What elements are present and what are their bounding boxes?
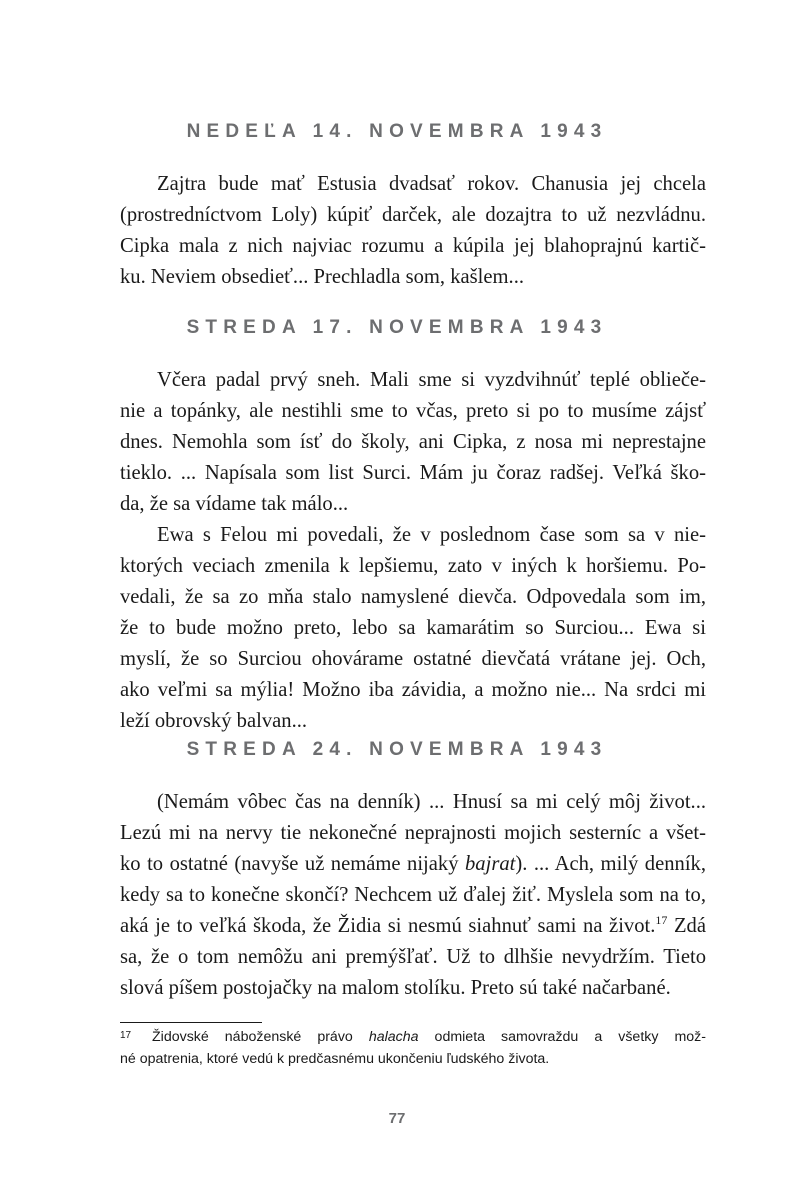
- text-line: Včera padal prvý sneh. Mali sme si vyzdvihnúť teplé oblieče-: [157, 369, 706, 391]
- text-line: ku. Neviem obsedieť... Prechladla som, kašlem...: [120, 266, 524, 288]
- footnote-line: [152, 1027, 706, 1047]
- text-line: dnes. Nemohla som ísť do školy, ani Cipka, z nosa mi neprestajne: [120, 431, 706, 453]
- entry-heading-1: NEDEĽA 14. NOVEMBRA 1943: [186, 121, 608, 142]
- text-line: (Nemám vôbec čas na denník) ... Hnusí sa mi celý môj život...: [157, 791, 706, 813]
- entry-heading-3: STREDA 24. NOVEMBRA 1943: [186, 739, 608, 760]
- footnote-reference: 17: [655, 913, 668, 927]
- italic-term: bajrat: [465, 853, 516, 875]
- text-segment: Zdá: [667, 915, 706, 937]
- text-segment: ko to ostatné (navyše už nemáme nijaký: [120, 853, 465, 875]
- footnote-segment: Židovské náboženské právo: [152, 1029, 369, 1045]
- entry-heading-2: STREDA 17. NOVEMBRA 1943: [186, 317, 608, 338]
- text-line: Ewa s Felou mi povedali, že v poslednom čase som sa v nie-: [157, 524, 706, 546]
- text-line: kedy sa to konečne skončí? Nechcem už ďalej žiť. Myslela som na to,: [120, 884, 706, 906]
- text-line: da, že sa vídame tak málo...: [120, 493, 349, 515]
- text-line: tieklo. ... Napísala som list Surci. Mám ju čoraz radšej. Veľká ško-: [120, 462, 706, 484]
- footnote-separator: [120, 1022, 262, 1023]
- text-line: nie a topánky, ale nestihli sme to včas, preto si po to musíme zájsť: [120, 400, 706, 422]
- footnote-line: né opatrenia, ktoré vedú k predčasnému ukončeniu ľudského života.: [120, 1051, 550, 1067]
- text-line: myslí, že so Surciou ohovárame ostatné dievčatá vrátane jej. Och,: [120, 648, 706, 670]
- text-line: leží obrovský balvan...: [120, 710, 308, 732]
- footnote-number: 17: [120, 1030, 132, 1041]
- text-line: slová píšem postojačky na malom stolíku. Preto sú také načarbané.: [120, 977, 671, 999]
- text-segment: aká je to veľká škoda, že Židia si nesmú siahnuť sami na život.: [120, 915, 656, 937]
- text-line: [120, 912, 706, 940]
- page-number: 77: [388, 1110, 406, 1127]
- text-segment: ). ... Ach, milý denník,: [515, 853, 706, 875]
- footnote-segment: odmieta samovraždu a všetky mož-: [418, 1029, 706, 1045]
- text-line: Zajtra bude mať Estusia dvadsať rokov. Chanusia jej chcela: [157, 173, 706, 195]
- text-line: Cipka mala z nich najviac rozumu a kúpila jej blahoprajnú kartič-: [120, 235, 706, 257]
- italic-term: halacha: [368, 1029, 419, 1045]
- text-line: vedali, že sa zo mňa stalo namyslené dievča. Odpovedala som im,: [120, 586, 706, 608]
- text-line: sa, že o tom nemôžu ani premýšľať. Už to dlhšie nevydržím. Tieto: [120, 946, 706, 968]
- text-line: ktorých veciach zmenila k lepšiemu, zato v iných k horšiemu. Po-: [120, 555, 706, 577]
- text-line: ako veľmi sa mýlia! Možno iba závidia, a možno nie... Na srdci mi: [120, 679, 706, 701]
- text-line: Lezú mi na nervy tie nekonečné neprajnosti mojich sesterníc a všet-: [120, 822, 706, 844]
- text-line: [120, 850, 706, 878]
- text-line: že to bude možno preto, lebo sa kamarátim so Surciou... Ewa si: [120, 617, 706, 639]
- text-line: (prostredníctvom Loly) kúpiť darček, ale dozajtra to už nezvládnu.: [120, 204, 706, 226]
